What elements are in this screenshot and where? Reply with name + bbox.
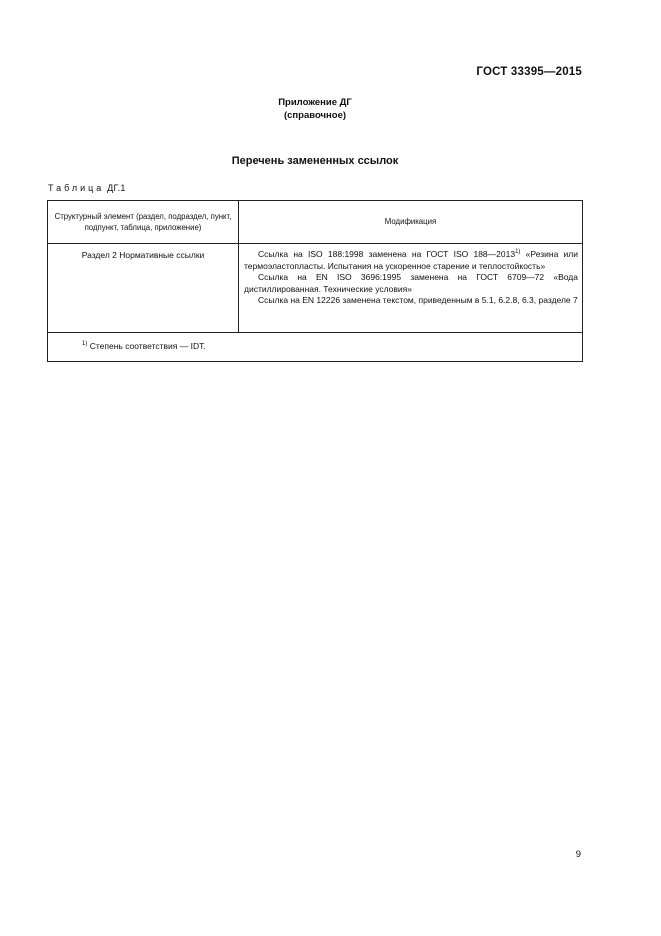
cell-structural-element: Раздел 2 Нормативные ссылки: [48, 244, 239, 333]
modification-text: Ссылка на EN ISO 3696:1995 заменена на ГОСТ 6709—72 «Вода дистиллированная. Технические условия»: [244, 272, 578, 294]
table-label: [48, 183, 126, 193]
table-label-word: Таблица: [48, 183, 105, 193]
appendix-heading: [0, 96, 630, 122]
footnote-mark: 1): [82, 341, 88, 348]
document-code: ГОСТ 33395—2015: [476, 66, 582, 78]
header-structural-element: Структурный элемент (раздел, подраздел, пункт, подпункт, таблица, приложение): [48, 201, 239, 244]
footnote: [48, 333, 583, 362]
appendix-title: Приложение ДГ: [278, 97, 352, 108]
appendix-subtitle: (справочное): [283, 110, 347, 121]
modification-text: Ссылка на ISO 188:1998 заменена на ГОСТ ISO 188—2013: [258, 249, 516, 259]
header-modification: Модификация: [239, 201, 583, 244]
modification-text: Ссылка на EN 12226 заменена текстом, приведенным в 5.1, 6.2.8, 6.3, разделе 7: [258, 295, 578, 305]
table-label-number: ДГ.1: [107, 183, 126, 193]
cell-modification: [239, 244, 583, 333]
modification-item: [244, 272, 578, 295]
footnote-text: Степень соответствия — IDT.: [89, 341, 206, 351]
modification-item: [244, 249, 578, 272]
table-row: [48, 244, 583, 333]
page-title: Перечень замененных ссылок: [231, 155, 399, 167]
footnote-row: [48, 333, 583, 362]
table-header-row: [48, 201, 583, 244]
footnote-ref: 1): [515, 249, 521, 256]
modification-item: [244, 295, 578, 307]
modification-text-continued: «Резина или термоэластопласты. Испытания на ускоренное старение и теплостойкость»: [244, 249, 579, 271]
page-number: 9: [575, 849, 581, 860]
replaced-references-table: [47, 200, 583, 362]
